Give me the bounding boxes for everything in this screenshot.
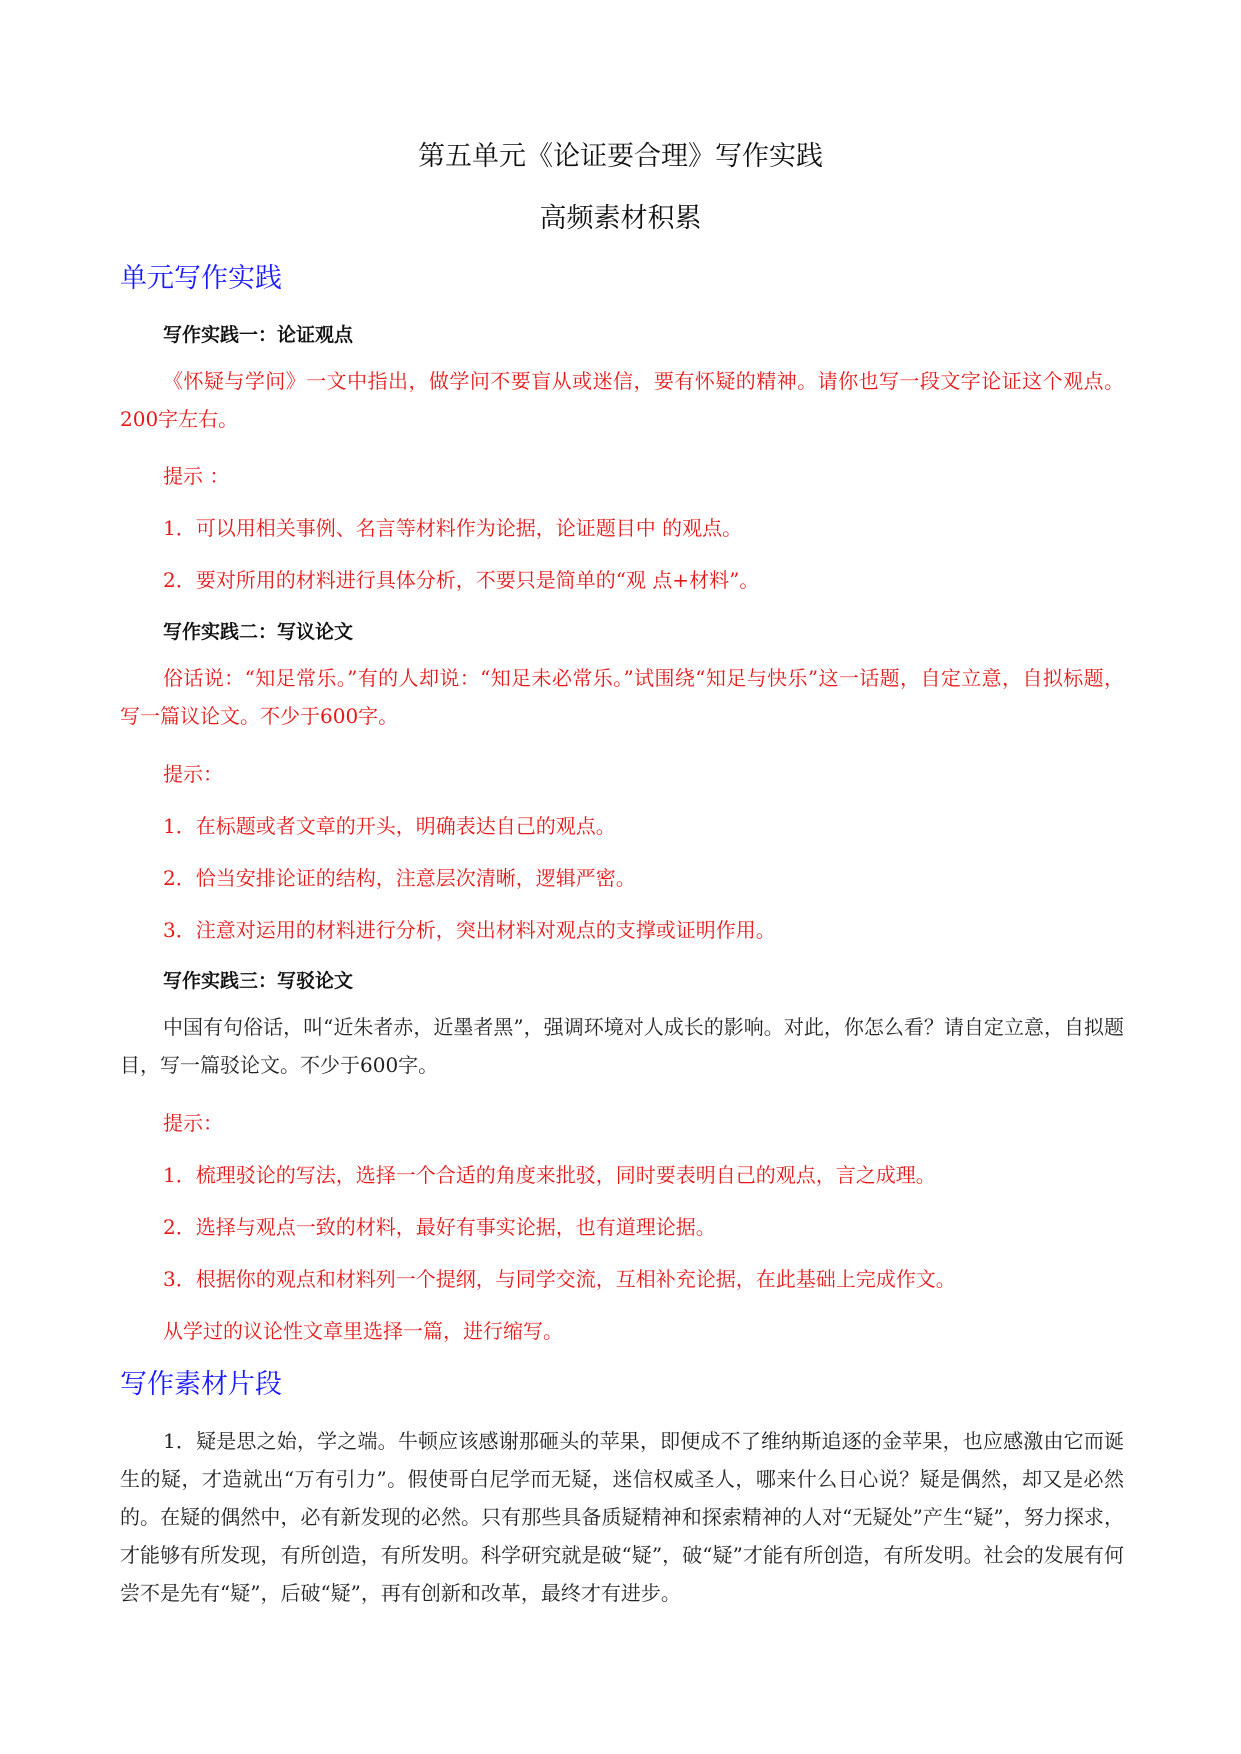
page-subtitle: 高频素材积累 (539, 203, 702, 234)
practice1-tip-1: 1．可以用相关事例、名言等材料作为论据，论证题目中 的观点。 (163, 516, 743, 540)
practice1-heading: 写作实践一：论证观点 (163, 324, 354, 346)
practice2-prompt: 俗话说：“知足常乐。”有的人却说：“知足未必常乐。”试围绕“知足与快乐”这一话题，自定立意，自拟标题，写一篇议论文。不少于600字。 (120, 666, 1124, 728)
section-heading-writing-material: 写作素材片段 (120, 1369, 282, 1400)
practice2-heading: 写作实践二：写议论文 (163, 621, 354, 643)
practice3-tip-1: 1．梳理驳论的写法，选择一个合适的角度来批驳，同时要表明自己的观点，言之成理。 (163, 1163, 936, 1187)
practice3-tips-label: 提示： (163, 1111, 223, 1135)
practice3-heading: 写作实践三：写驳论文 (163, 970, 354, 992)
practice3-tip-2: 2．选择与观点一致的材料，最好有事实论据，也有道理论据。 (163, 1215, 716, 1239)
practice2-tip-1: 1．在标题或者文章的开头，明确表达自己的观点。 (163, 814, 616, 838)
page-title: 第五单元《论证要合理》写作实践 (418, 141, 823, 172)
practice1-prompt: 《怀疑与学问》一文中指出，做学问不要盲从或迷信，要有怀疑的精神。请你也写一段文字论证这个观点。200字左右。 (120, 369, 1124, 431)
section-heading-unit-practice: 单元写作实践 (120, 263, 282, 294)
practice1-tips-label: 提示 ： (163, 464, 230, 488)
practice3-tip-3: 3．根据你的观点和材料列一个提纲，与同学交流，互相补充论据，在此基础上完成作文。 (163, 1267, 956, 1291)
material-paragraph-1: 1．疑是思之始，学之端。牛顿应该感谢那砸头的苹果，即便成不了维纳斯追逐的金苹果，也应感激由它而诞生的疑，才造就出“万有引力”。假使哥白尼学而无疑，迷信权威圣人，哪来什么日心说？疑是偶然，却又是必然的。在疑的偶然中，必有新发现的必然。只有那些具备质疑精神和探索精神的人对“无疑处”产生“疑”，努力探求，才能够有所发现，有所创造，有所发明。科学研究就是破“疑”，破“疑”才能有所创造，有所发明。社会的发展有何尝不是先有“疑”，后破“疑”，再有创新和改革，最终才有进步。 (120, 1429, 1124, 1605)
practice2-tips-label: 提示： (163, 762, 223, 786)
practice1-tip-2: 2．要对所用的材料进行具体分析，不要只是简单的“观 点+材料”。 (163, 568, 760, 592)
practice3-prompt: 中国有句俗话，叫“近朱者赤，近墨者黑”，强调环境对人成长的影响。对此，你怎么看？请自定立意，自拟题目，写一篇驳论文。不少于600字。 (120, 1015, 1124, 1077)
practice2-tip-3: 3．注意对运用的材料进行分析，突出材料对观点的支撑或证明作用。 (163, 918, 776, 942)
practice3-extra: 从学过的议论性文章里选择一篇，进行缩写。 (163, 1319, 563, 1343)
practice2-tip-2: 2．恰当安排论证的结构，注意层次清晰，逻辑严密。 (163, 866, 636, 890)
